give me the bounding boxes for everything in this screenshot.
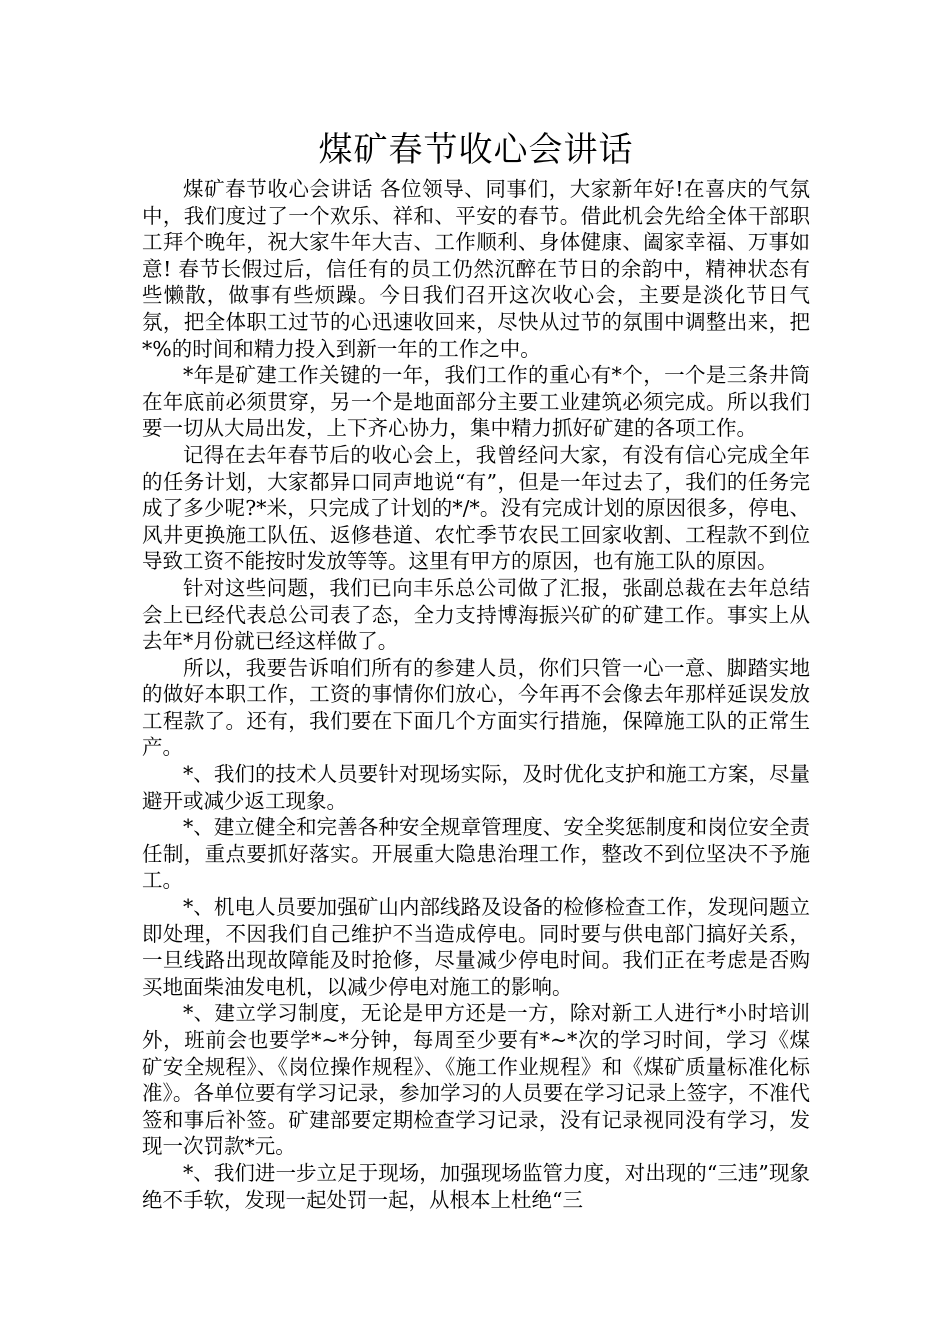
paragraph-9: *、建立学习制度，无论是甲方还是一方，除对新工人进行*小时培训外，班前会也要学*~*分钟，每周至少要有*~*次的学习时间，学习《煤矿安全规程》、《岗位操作规程》、《施工作业规程》和《煤矿质量标准化标准》。各单位要有学习记录，参加学习的人员要在学习记录上签字，不准代签和事后补签。矿建部要定期检查学习记录，没有记录视同没有学习，发现一次罚款*元。 [142,1001,810,1159]
paragraph-3: 记得在去年春节后的收心会上，我曾经问大家，有没有信心完成全年的任务计划，大家都异口同声地说“有”，但是一年过去了，我们的任务完成了多少呢?*米，只完成了计划的*/*。没有完成计划的原因很多，停电、风井更换施工队伍、返修巷道、农忙季节农民工回家收割、工程款不到位导致工资不能按时发放等等。这里有甲方的原因，也有施工队的原因。 [142,442,810,574]
paragraph-1: 煤矿春节收心会讲话 各位领导、同事们，大家新年好!在喜庆的气氛中，我们度过了一个欢乐、祥和、平安的春节。借此机会先给全体干部职工拜个晚年，祝大家牛年大吉、工作顺利、身体健康、阖家幸福、万事如意! 春节长假过后，信任有的员工仍然沉醉在节日的余韵中，精神状态有些懒散，做事有些烦躁。今日我们召开这次收心会，主要是淡化节日气氛，把全体职工过节的心迅速收回来，尽快从过节的氛围中调整出来，把*%的时间和精力投入到新一年的工作之中。 [142,177,810,361]
document-title: 煤矿春节收心会讲话 [318,130,634,170]
paragraph-7: *、建立健全和完善各种安全规章管理度、安全奖惩制度和岗位安全责任制，重点要抓好落实。开展重大隐患治理工作，整改不到位坚决不予施工。 [142,815,810,893]
paragraph-5: 所以，我要告诉咱们所有的参建人员，你们只管一心一意、脚踏实地的做好本职工作，工资的事情你们放心，今年再不会像去年那样延误发放工程款了。还有，我们要在下面几个方面实行措施，保障施工队的正常生产。 [142,655,810,760]
paragraph-8: *、机电人员要加强矿山内部线路及设备的检修检查工作，发现问题立即处理，不因我们自己维护不当造成停电。同时要与供电部门搞好关系，一旦线路出现故障能及时抢修，尽量减少停电时间。我们正在考虑是否购买地面柴油发电机，以减少停电对施工的影响。 [142,895,810,999]
paragraph-2: *年是矿建工作关键的一年，我们工作的重心有*个，一个是三条井筒在年底前必须贯穿，另一个是地面部分主要工业建筑必须完成。所以我们要一切从大局出发，上下齐心协力，集中精力抓好矿建的各项工作。 [142,363,810,441]
paragraph-6: *、我们的技术人员要针对现场实际，及时优化支护和施工方案，尽量避开或减少返工现象。 [142,762,810,813]
paragraph-4: 针对这些问题，我们已向丰乐总公司做了汇报，张副总裁在去年总结会上已经代表总公司表了态，全力支持博海振兴矿的矿建工作。事实上从去年*月份就已经这样做了。 [142,575,810,654]
document-page [142,128,810,1213]
paragraph-10: *、我们进一步立足于现场，加强现场监管力度，对出现的“三违”现象绝不手软，发现一起处罚一起，从根本上杜绝“三 [142,1160,810,1212]
